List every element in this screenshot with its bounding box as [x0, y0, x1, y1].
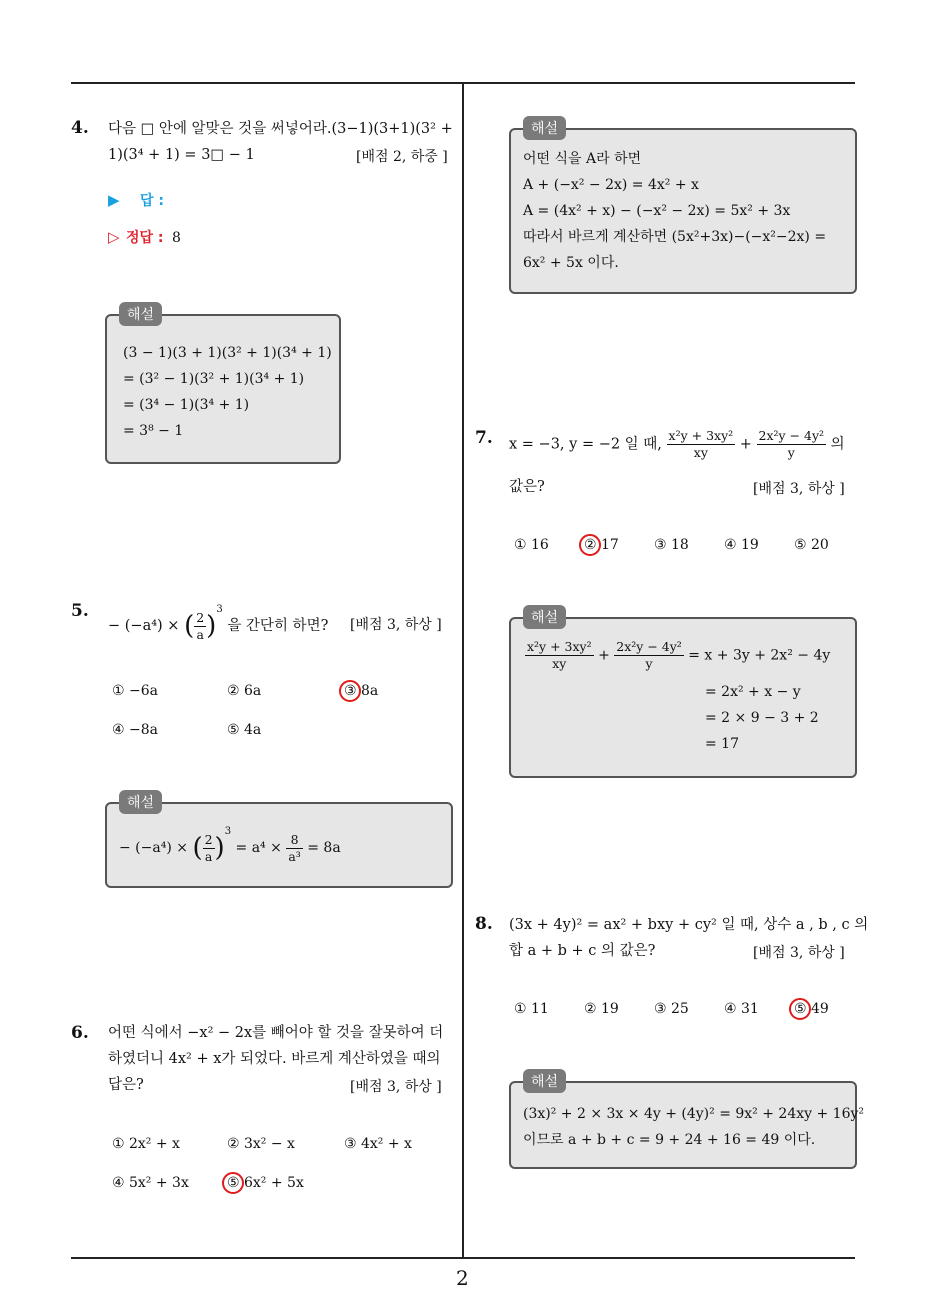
fraction-denominator: y	[645, 656, 653, 671]
solution-box	[509, 1074, 865, 1169]
score-label: [배점 3, 하상 ]	[350, 617, 442, 633]
question-number: 4.	[71, 118, 89, 138]
solution-line: = x + 3y + 2x² − 4y	[688, 647, 831, 664]
solution-line: = (3² − 1)(3² + 1)(3⁴ + 1)	[123, 371, 305, 387]
solution-result: = 8a	[307, 840, 341, 856]
solution-line: = 2 × 9 − 3 + 2	[705, 710, 819, 726]
option[interactable]: ② 19	[584, 1001, 619, 1017]
outline-triangle-icon: ▷	[108, 228, 120, 246]
solution-line: (3x)² + 2 × 3x × 4y + (4y)² = 9x² + 24xy + 16y²	[523, 1106, 865, 1122]
question-suffix: 의	[830, 436, 845, 453]
question-number: 5.	[71, 601, 89, 621]
solution-prefix: − (−a⁴) ×	[119, 840, 188, 856]
solution-line: A = (4x² + x) − (−x² − 2x) = 5x² + 3x	[523, 203, 791, 219]
score-label: [배점 3, 하상 ]	[350, 1079, 442, 1095]
option[interactable]: ① 16	[514, 537, 549, 553]
answer-label: 답 :	[140, 193, 164, 209]
solution-line: A + (−x² − 2x) = 4x² + x	[523, 177, 699, 193]
solution-line: = 3⁸ − 1	[123, 423, 184, 439]
option[interactable]: ① −6a	[112, 683, 158, 699]
solution-line: = (3⁴ − 1)(3⁴ + 1)	[123, 397, 250, 413]
fraction-denominator: a	[204, 848, 213, 864]
column-divider	[462, 82, 464, 1258]
solution-mid: = a⁴ ×	[235, 840, 282, 856]
fraction-denominator: a³	[288, 848, 301, 864]
fraction-denominator: a	[196, 626, 204, 642]
solution-tag: 해설	[119, 790, 162, 814]
fraction-numerator: 2x²y − 4y²	[616, 639, 682, 654]
question-number: 6.	[71, 1023, 89, 1043]
plus-sign: +	[598, 647, 610, 664]
option[interactable]: ① 11	[514, 1001, 549, 1017]
fraction	[667, 428, 736, 461]
solution-box	[509, 121, 857, 294]
solution-box	[105, 307, 341, 464]
fraction-numerator: x²y + 3xy²	[527, 639, 592, 654]
question-number: 7.	[475, 428, 493, 448]
option[interactable]: ④ 5x² + 3x	[112, 1175, 189, 1191]
question-text-line: (3x + 4y)² = ax² + bxy + cy² 일 때, 상수 a , b , c 의	[509, 917, 869, 933]
correct-answer-value: 8	[171, 230, 181, 246]
solution-line: 6x² + 5x 이다.	[523, 255, 619, 271]
fraction-numerator: 2	[196, 609, 205, 625]
fraction	[757, 428, 827, 461]
option[interactable]: ④ 31	[724, 1001, 759, 1017]
score-label: [배점 3, 하상 ]	[753, 481, 845, 497]
fraction-denominator: xy	[693, 445, 708, 460]
option[interactable]: ③ 4x² + x	[344, 1136, 412, 1152]
right-paren: )	[214, 833, 225, 863]
question-number: 8.	[475, 914, 493, 934]
play-triangle-icon: ▶	[108, 191, 120, 209]
question-text-line: 하였더니 4x² + x가 되었다. 바르게 계산하였을 때의	[108, 1051, 441, 1067]
right-paren: )	[206, 611, 217, 641]
question-text-line: 합 a + b + c 의 값은?	[509, 943, 656, 959]
selected-answer-circle	[789, 998, 811, 1020]
answer-row	[108, 190, 164, 210]
exponent: 3	[224, 826, 232, 837]
fraction	[614, 639, 684, 672]
fraction-numerator: x²y + 3xy²	[668, 428, 734, 443]
fraction	[286, 832, 302, 865]
question-text-line: 값은?	[509, 479, 545, 495]
solution-box	[509, 610, 857, 778]
selected-answer-circle	[579, 534, 601, 556]
option[interactable]: ② 3x² − x	[227, 1136, 295, 1152]
question-text-line: 답은?	[108, 1077, 144, 1093]
question-text-line: 다음 □ 안에 알맞은 것을 써넣어라.(3−1)(3+1)(3² +	[108, 121, 453, 137]
question-suffix: 을 간단히 하면?	[227, 618, 329, 634]
solution-tag: 해설	[119, 302, 162, 326]
expression-prefix: − (−a⁴) ×	[108, 618, 180, 634]
question-text	[108, 604, 328, 643]
solution-line: 어떤 식을 A라 하면	[523, 151, 642, 167]
fraction-numerator: 2	[204, 831, 213, 847]
selected-answer-circle	[339, 680, 361, 702]
bottom-rule	[71, 1257, 855, 1259]
fraction-numerator: 8	[286, 832, 302, 849]
option[interactable]: ③ 18	[654, 537, 689, 553]
solution-line: 따라서 바르게 계산하면 (5x²+3x)−(−x²−2x) =	[523, 229, 827, 245]
fraction-numerator: 2x²y − 4y²	[758, 428, 825, 443]
question-text	[509, 428, 845, 461]
option[interactable]: ⑤ 20	[794, 537, 829, 553]
solution-line: 이므로 a + b + c = 9 + 24 + 16 = 49 이다.	[523, 1132, 816, 1148]
option[interactable]: ② 17	[584, 537, 619, 553]
score-label: [배점 2, 하중 ]	[356, 149, 448, 165]
option[interactable]: ③ 25	[654, 1001, 689, 1017]
option[interactable]: ⑤ 4a	[227, 722, 262, 738]
fraction-denominator: xy	[552, 656, 567, 671]
option[interactable]: ② 6a	[227, 683, 262, 699]
selected-answer-circle	[222, 1172, 244, 1194]
solution-tag: 해설	[523, 116, 566, 140]
fraction	[203, 832, 215, 865]
solution-tag: 해설	[523, 1069, 566, 1093]
solution-tag: 해설	[523, 605, 566, 629]
question-prefix: x = −3, y = −2 일 때,	[509, 436, 662, 453]
fraction-denominator: y	[787, 445, 795, 460]
correct-answer-row	[108, 227, 181, 247]
plus-sign: +	[739, 436, 752, 453]
question-text-line: 1)(3⁴ + 1) = 3□ − 1	[108, 147, 255, 163]
exponent: 3	[216, 604, 223, 615]
question-text-line: 어떤 식에서 −x² − 2x를 빼어야 할 것을 잘못하여 더	[108, 1025, 444, 1041]
option[interactable]: ⑤ 49	[794, 1001, 829, 1017]
fraction	[525, 639, 594, 672]
fraction	[194, 610, 206, 643]
left-paren: (	[184, 611, 195, 641]
solution-line: (3 − 1)(3 + 1)(3² + 1)(3⁴ + 1)	[123, 345, 332, 361]
score-label: [배점 3, 하상 ]	[753, 945, 845, 961]
option[interactable]: ⑤ 6x² + 5x	[227, 1175, 304, 1191]
left-paren: (	[192, 833, 203, 863]
page-number: 2	[456, 1266, 469, 1290]
option[interactable]: ④ −8a	[112, 722, 158, 738]
solution-line: = 17	[705, 736, 739, 752]
solution-line: = 2x² + x − y	[705, 684, 801, 700]
correct-answer-label: 정답 :	[126, 230, 164, 246]
solution-box	[105, 795, 453, 888]
option[interactable]: ④ 19	[724, 537, 759, 553]
option[interactable]: ③ 8a	[344, 683, 379, 699]
option[interactable]: ① 2x² + x	[112, 1136, 180, 1152]
